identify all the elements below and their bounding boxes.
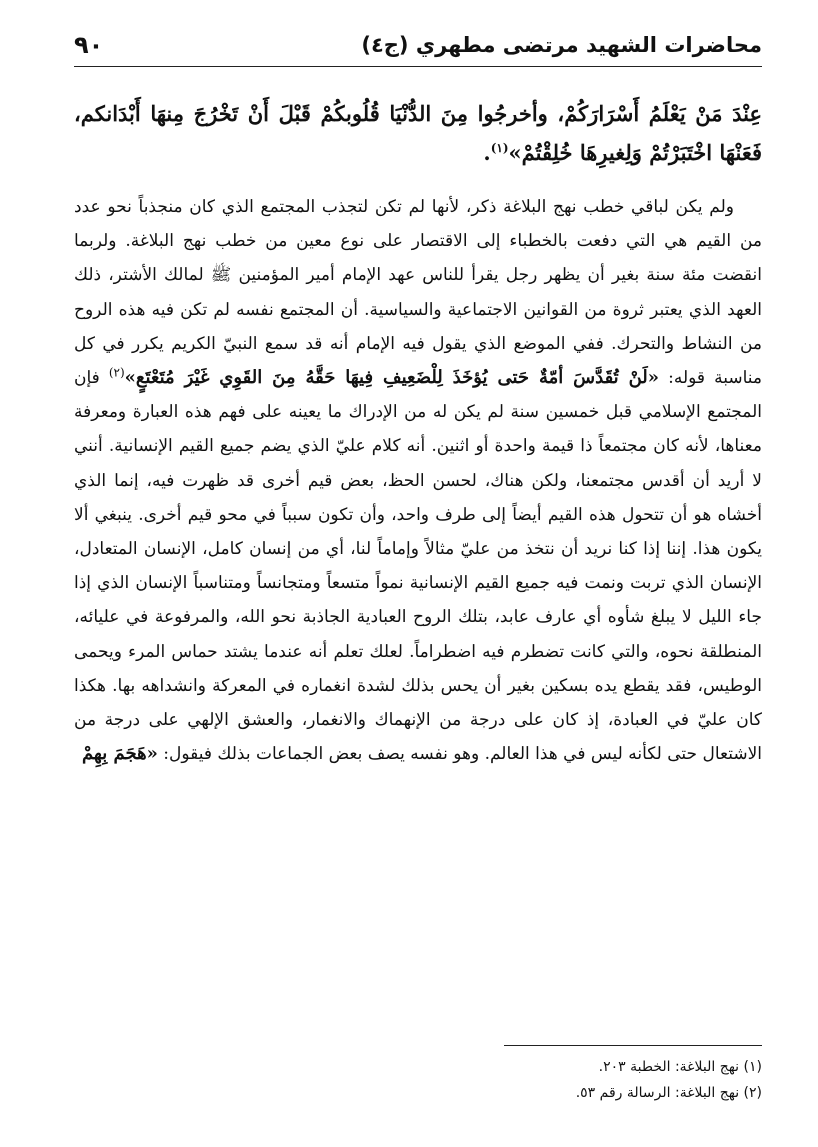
page-header <box>74 26 762 64</box>
hadith-quote: «لَنْ تُقَدَّسَ أمّةٌ حَتى يُؤخَذَ لِلْضَعِيفِ فِيهَا حَقَّهُ مِنَ القَوِي غَيْرَ مُتَعْتَعٍ» <box>124 367 660 389</box>
footnote-2: (٢) نهج البلاغة: الرسالة رقم ٥٣. <box>575 1085 762 1101</box>
body-part-2: فإن المجتمع الإسلامي قبل خمسين سنة لم يكن له من الإدراك ما يعينه على فهم هذه العبارة ومعرفة معناها، لأنه كان مجتمعاً ذا قيمة واحدة أو اثنين. أنه كلام عليّ الذي يضم جميع القيم الإنسانية. أنني لا أريد أن أقدس مجتمعنا، ولكن هناك، لحسن الحظ، بعض قيم أخرى قد ظهرت فيه، إنما الذي أخشاه هو أن تتحول هذه القيم أيضاً إلى طرف واحد، وأن تكون سبباً في محو قيم أخرى. ينبغي ألا يكون هذا. إننا إذا كنا نريد أن نتخذ من عليّ مثالاً وإماماً لنا، أي من إنسان كامل، الإنسان المتعادل، الإنسان الذي تربت ونمت فيه جميع القيم الإنسانية نمواً متسعاً ومتجانساً ومتناسباً الإنسان الذي إذا جاء الليل لا يبلغ شأوه أي عارف عابد، بتلك الروح العبادية الجاذبة نحو الله، والمرفوعة في عليائه، المنطلقة نحوه، والتي كانت تضطرم فيه اضطراماً. لعلك تعلم أنه عندما يشتد حماس المرء ويحمى الوطيس، فقد يقطع يده بسكين بغير أن يحس بذلك لشدة انغماره في المعركة وانشداهه بها. هكذا كان عليّ في العبادة، إذ كان على درجة من الإنهماك والانغمار، والعشق الإلهي على درجة من الاشتعال حتى لكأنه ليس في هذا العالم. وهو نفسه يصف بعض الجماعات بذلك فيقول: <box>74 368 762 765</box>
running-title: محاضرات الشهيد مرتضى مطهري (ج٤) <box>361 33 762 57</box>
header-rule <box>74 66 762 67</box>
page-number: ٩٠ <box>74 31 104 59</box>
body-part-1: ولم يكن لباقي خطب نهج البلاغة ذكر، لأنها لم تكن لتجذب المجتمع الذي كان منجذباً نحو عدد من القيم هي التي دفعت بالخطباء إلى الاقتصار على نوع معين من خطب نهج البلاغة. ولربما انقضت مئة سنة بغير أن يظهر رجل يقرأ للناس عهد الإمام أمير المؤمنين ﷺ لمالك الأشتر، ذلك العهد الذي يعتبر ثروة من القوانين الاجتماعية والسياسية. أن المجتمع نفسه لم تكن فيه هذه الروح من النشاط والتحرك. ففي الموضع الذي يقول فيه الإمام أنه قد سمع النبيّ الكريم يكرر في كل مناسبة قوله: <box>74 197 762 389</box>
body-paragraph <box>74 190 762 771</box>
quoted-sermon <box>74 94 762 172</box>
footnote-ref-2[interactable]: (٢) <box>108 365 125 380</box>
footnote-1: (١) نهج البلاغة: الخطبة ٢٠٣. <box>598 1059 762 1075</box>
footnote-rule <box>504 1045 762 1046</box>
ending-quote: «هَجَمَ بِهِمْ <box>81 743 158 765</box>
paragraph <box>74 190 762 771</box>
footnotes <box>74 1054 762 1106</box>
quote-end: . <box>483 140 491 165</box>
footnote-ref-1[interactable]: (١) <box>490 141 509 155</box>
quote-text: عِنْدَ مَنْ يَعْلَمُ أَسْرَارَكُمْ، وأخرجُوا مِنَ الدُّنْيَا قُلُوبكُمْ قَبْلَ أَنْ تَخْرُجَ مِنهَا أَبْدَانكم، فَعَنْهَا اخْتَبَرْتُمْ وَلِغيرِهَا خُلِقْتُمْ» <box>74 101 762 165</box>
